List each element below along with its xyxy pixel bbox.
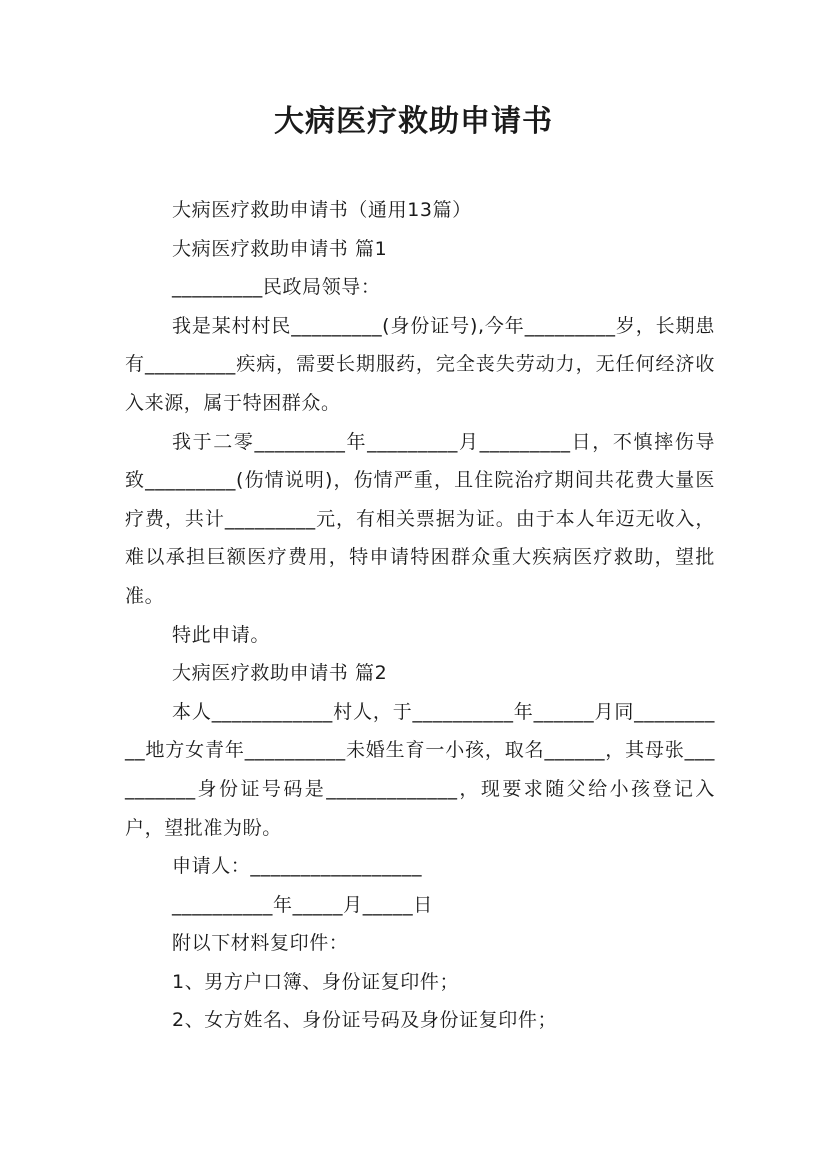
document-body xyxy=(125,191,715,1040)
paragraph-collection-title: 大病医疗救助申请书（通用13篇） xyxy=(172,199,472,221)
paragraph-closing: 特此申请。 xyxy=(172,623,271,646)
paragraph-attachments-heading: 附以下材料复印件： xyxy=(172,932,349,955)
paragraph-applicant-info: 我是某村村民_________(身份证号),今年_________岁，长期患有_________疾病，需要长期服药，完全丧失劳动力，无任何经济收入来源，属于特困群众。 xyxy=(125,314,715,414)
paragraph-attachment-item-2: 2、女方姓名、身份证号码及身份证复印件； xyxy=(172,1009,558,1032)
paragraph-injury-details: 我于二零_________年_________月_________日，不慎摔伤导致_________(伤情说明)，伤情严重，且住院治疗期间共花费大量医疗费，共计_________元，有相关票据为证。由于本人年迈无收入，难以承担巨额医疗费用，特申请特困群众重大疾病医疗救助，望批准。 xyxy=(125,430,715,607)
paragraph-attachment-item-1: 1、男方户口簿、身份证复印件； xyxy=(172,970,460,993)
document-title: 大病医疗救助申请书 xyxy=(274,104,553,139)
paragraph-section-heading-1: 大病医疗救助申请书 篇1 xyxy=(172,237,388,260)
paragraph-applicant-signature: 申请人：_________________ xyxy=(172,855,423,878)
paragraph-salutation: _________民政局领导： xyxy=(172,276,381,299)
paragraph-household-registration: 本人____________村人，于__________年______月同__________地方女青年__________未婚生育一小孩，取名______，其母张__________身份证号码是_____________，现要求随父给小孩登记入户，望批准为盼。 xyxy=(125,700,715,839)
paragraph-date-line: __________年_____月_____日 xyxy=(172,893,433,916)
paragraph-section-heading-2: 大病医疗救助申请书 篇2 xyxy=(172,662,388,685)
